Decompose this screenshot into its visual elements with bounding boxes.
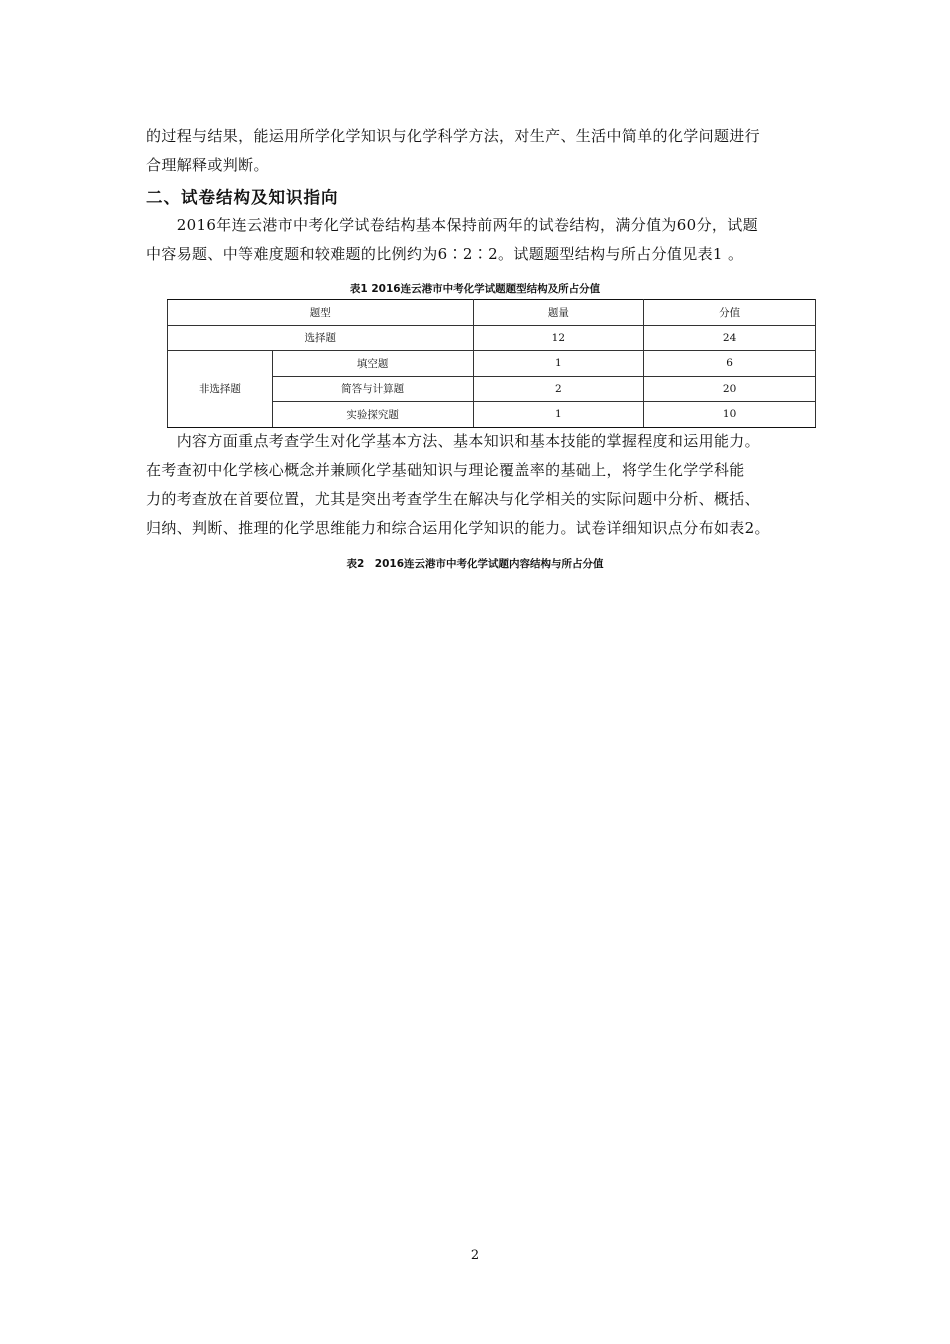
content-line-2: 在考查初中化学核心概念并兼顾化学基础知识与理论覆盖率的基础上，将学生化学学科能 [146,461,745,479]
content-line-4: 归纳、判断、推理的化学思维能力和综合运用化学知识的能力。试卷详细知识点分布如表2。 [146,519,770,537]
question-type-table [167,299,816,428]
group-label-cell: 非选择题 [168,351,273,428]
cell-type: 选择题 [168,325,474,351]
header-type: 题型 [168,300,474,326]
cell-type: 填空题 [272,351,473,377]
intro-line-2: 合理解释或判断。 [146,156,269,174]
intro-line-1: 的过程与结果，能运用所学化学知识与化学科学方法，对生产、生活中简单的化学问题进行 [146,127,761,145]
cell-type: 实验探究题 [272,402,473,428]
table-row [168,325,816,351]
cell-type: 简答与计算题 [272,376,473,402]
header-count: 题量 [473,300,644,326]
content-line-1: 内容方面重点考查学生对化学基本方法、基本知识和基本技能的掌握程度和运用能力。 [146,432,761,450]
section-heading: 二、试卷结构及知识指向 [146,188,339,207]
cell-count: 1 [473,402,644,428]
cell-score: 10 [644,402,816,428]
content-line-3: 力的考查放在首要位置，尤其是突出考查学生在解决与化学相关的实际问题中分析、概括、 [146,490,761,508]
structure-line-1: 2016年连云港市中考化学试卷结构基本保持前两年的试卷结构，满分值为60分，试题 [146,216,758,234]
cell-count: 2 [473,376,644,402]
structure-line-2: 中容易题、中等难度题和较难题的比例约为6∶2∶2。试题题型结构与所占分值见表1 。 [146,245,744,263]
table-header-row [168,300,816,326]
table-row [168,351,816,377]
page-number: 2 [470,1248,480,1263]
table2-caption: 表2 2016连云港市中考化学试题内容结构与所占分值 [346,558,604,570]
header-score: 分值 [644,300,816,326]
cell-score: 20 [644,376,816,402]
table1-caption: 表1 2016连云港市中考化学试题题型结构及所占分值 [349,283,601,295]
structure-paragraph [146,211,808,269]
cell-count: 1 [473,351,644,377]
content-paragraph [146,427,808,543]
cell-score: 6 [644,351,816,377]
cell-score: 24 [644,325,816,351]
intro-paragraph [146,122,808,180]
cell-count: 12 [473,325,644,351]
